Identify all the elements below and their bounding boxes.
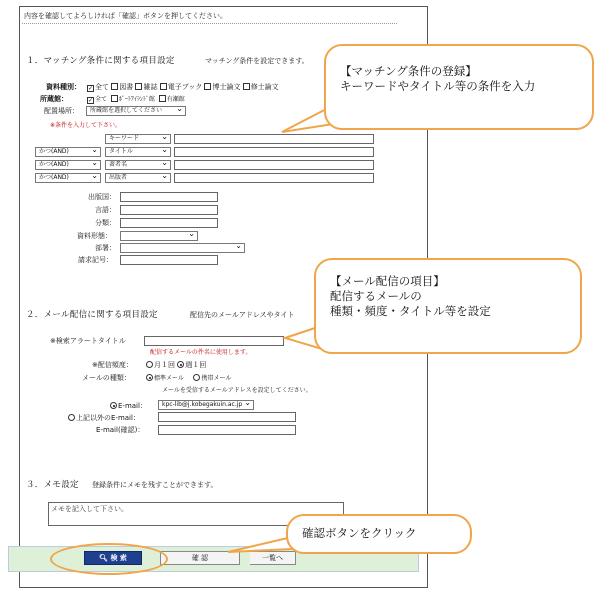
alert-title-label: ※検索アラートタイトル [50, 337, 126, 345]
email-select[interactable]: kpc-lib@j.kobegakuin.ac.jp ⌄ [158, 400, 254, 410]
mail-type-label: メールの種類： [82, 374, 131, 382]
search-button[interactable]: 🔍︎ 検 索 [84, 551, 142, 565]
callout-confirm [286, 514, 472, 554]
email-radio-row: E-mail： [110, 402, 147, 410]
callout-matching [324, 44, 594, 130]
instruction-text: 内容を確認してよろしければ「確認」ボタンを押してください。 [24, 12, 227, 20]
callout-mail-body1: 配信するメールの [330, 289, 422, 303]
field-select-3[interactable]: 著者名 ⌄ [105, 160, 171, 170]
callout-mail-title: 【メール配信の項目】 [330, 274, 445, 288]
callout-matching-body: キーワードやタイトル等の条件を入力 [340, 79, 536, 93]
callout-matching-title: 【マッチング条件の登録】 [340, 64, 477, 78]
location-select[interactable]: 所蔵館を選択してください ⌄ [86, 106, 186, 116]
material-type-checkboxes: ✓ 全て 図書 雑誌 電子ブック 博士論文 修士論文 [88, 83, 279, 92]
alert-title-hint: 配信するメールの件名に使用します。 [150, 349, 252, 356]
op-select-2[interactable]: かつ(AND) ⌄ [35, 147, 101, 157]
section2-title: ２．メール配信に関する項目設定 [26, 310, 158, 320]
field-select-4[interactable]: 出版者 ⌄ [105, 173, 171, 183]
memo-textarea[interactable]: メモを記入して下さい。 [48, 502, 344, 526]
department-label: 部署： [95, 244, 116, 252]
checkbox-all[interactable]: ✓ [88, 85, 94, 92]
section1-title: １．マッチング条件に関する項目設定 [26, 56, 175, 66]
holding-label: 所蔵館： [40, 95, 68, 103]
callout-mail [314, 258, 582, 354]
location-label: 配置場所： [44, 107, 79, 115]
classification-label: 分類： [95, 219, 116, 227]
section3-title: ３．メモ設定 [26, 480, 79, 490]
section1-subtitle: マッチング条件を設定できます。 [205, 57, 309, 65]
language-label: 言語： [95, 206, 116, 214]
mail-type-options: 標準メール 携帯メール [146, 374, 231, 382]
email-confirm-label: E-mail(確認)： [96, 426, 145, 434]
other-email-row: 上記以外のE-mail： [68, 414, 140, 422]
condition-hint: ※条件を入力して下さい。 [50, 122, 122, 129]
frequency-label: ※配信頻度： [92, 361, 133, 369]
section3-subtitle: 登録条件にメモを残すことができます。 [92, 481, 218, 489]
mail-hint: メールを受信するメールアドレスを設定してください。 [162, 387, 312, 394]
op-select-4[interactable]: かつ(AND) ⌄ [35, 173, 101, 183]
confirm-button[interactable]: 確 認 [160, 551, 240, 565]
call-number-label: 請求記号： [78, 256, 113, 264]
field-select-1[interactable]: キーワード ⌄ [105, 134, 171, 144]
holding-checkboxes: ✓ 全て ﾎﾟｰﾄｱｲﾗﾝﾄﾞ館 有瀬館 [88, 96, 185, 104]
section2-subtitle: 配信先のメールアドレスやタイト [190, 311, 295, 319]
callout-confirm-text: 確認ボタンをクリック [302, 526, 417, 540]
callout-mail-body2: 種類・頻度・タイトル等を設定 [330, 304, 491, 318]
material-type-label: 資料種別： [46, 83, 81, 91]
form-label: 資料形態： [77, 232, 112, 240]
list-button[interactable]: 一覧へ [250, 551, 296, 565]
checkbox-holding-all[interactable]: ✓ [88, 97, 94, 104]
frequency-options: 月１回 週１回 [146, 361, 206, 369]
country-label: 出版国： [88, 193, 116, 201]
search-icon: 🔍︎ [99, 554, 108, 562]
op-select-3[interactable]: かつ(AND) ⌄ [35, 160, 101, 170]
field-select-2[interactable]: タイトル ⌄ [105, 147, 171, 157]
